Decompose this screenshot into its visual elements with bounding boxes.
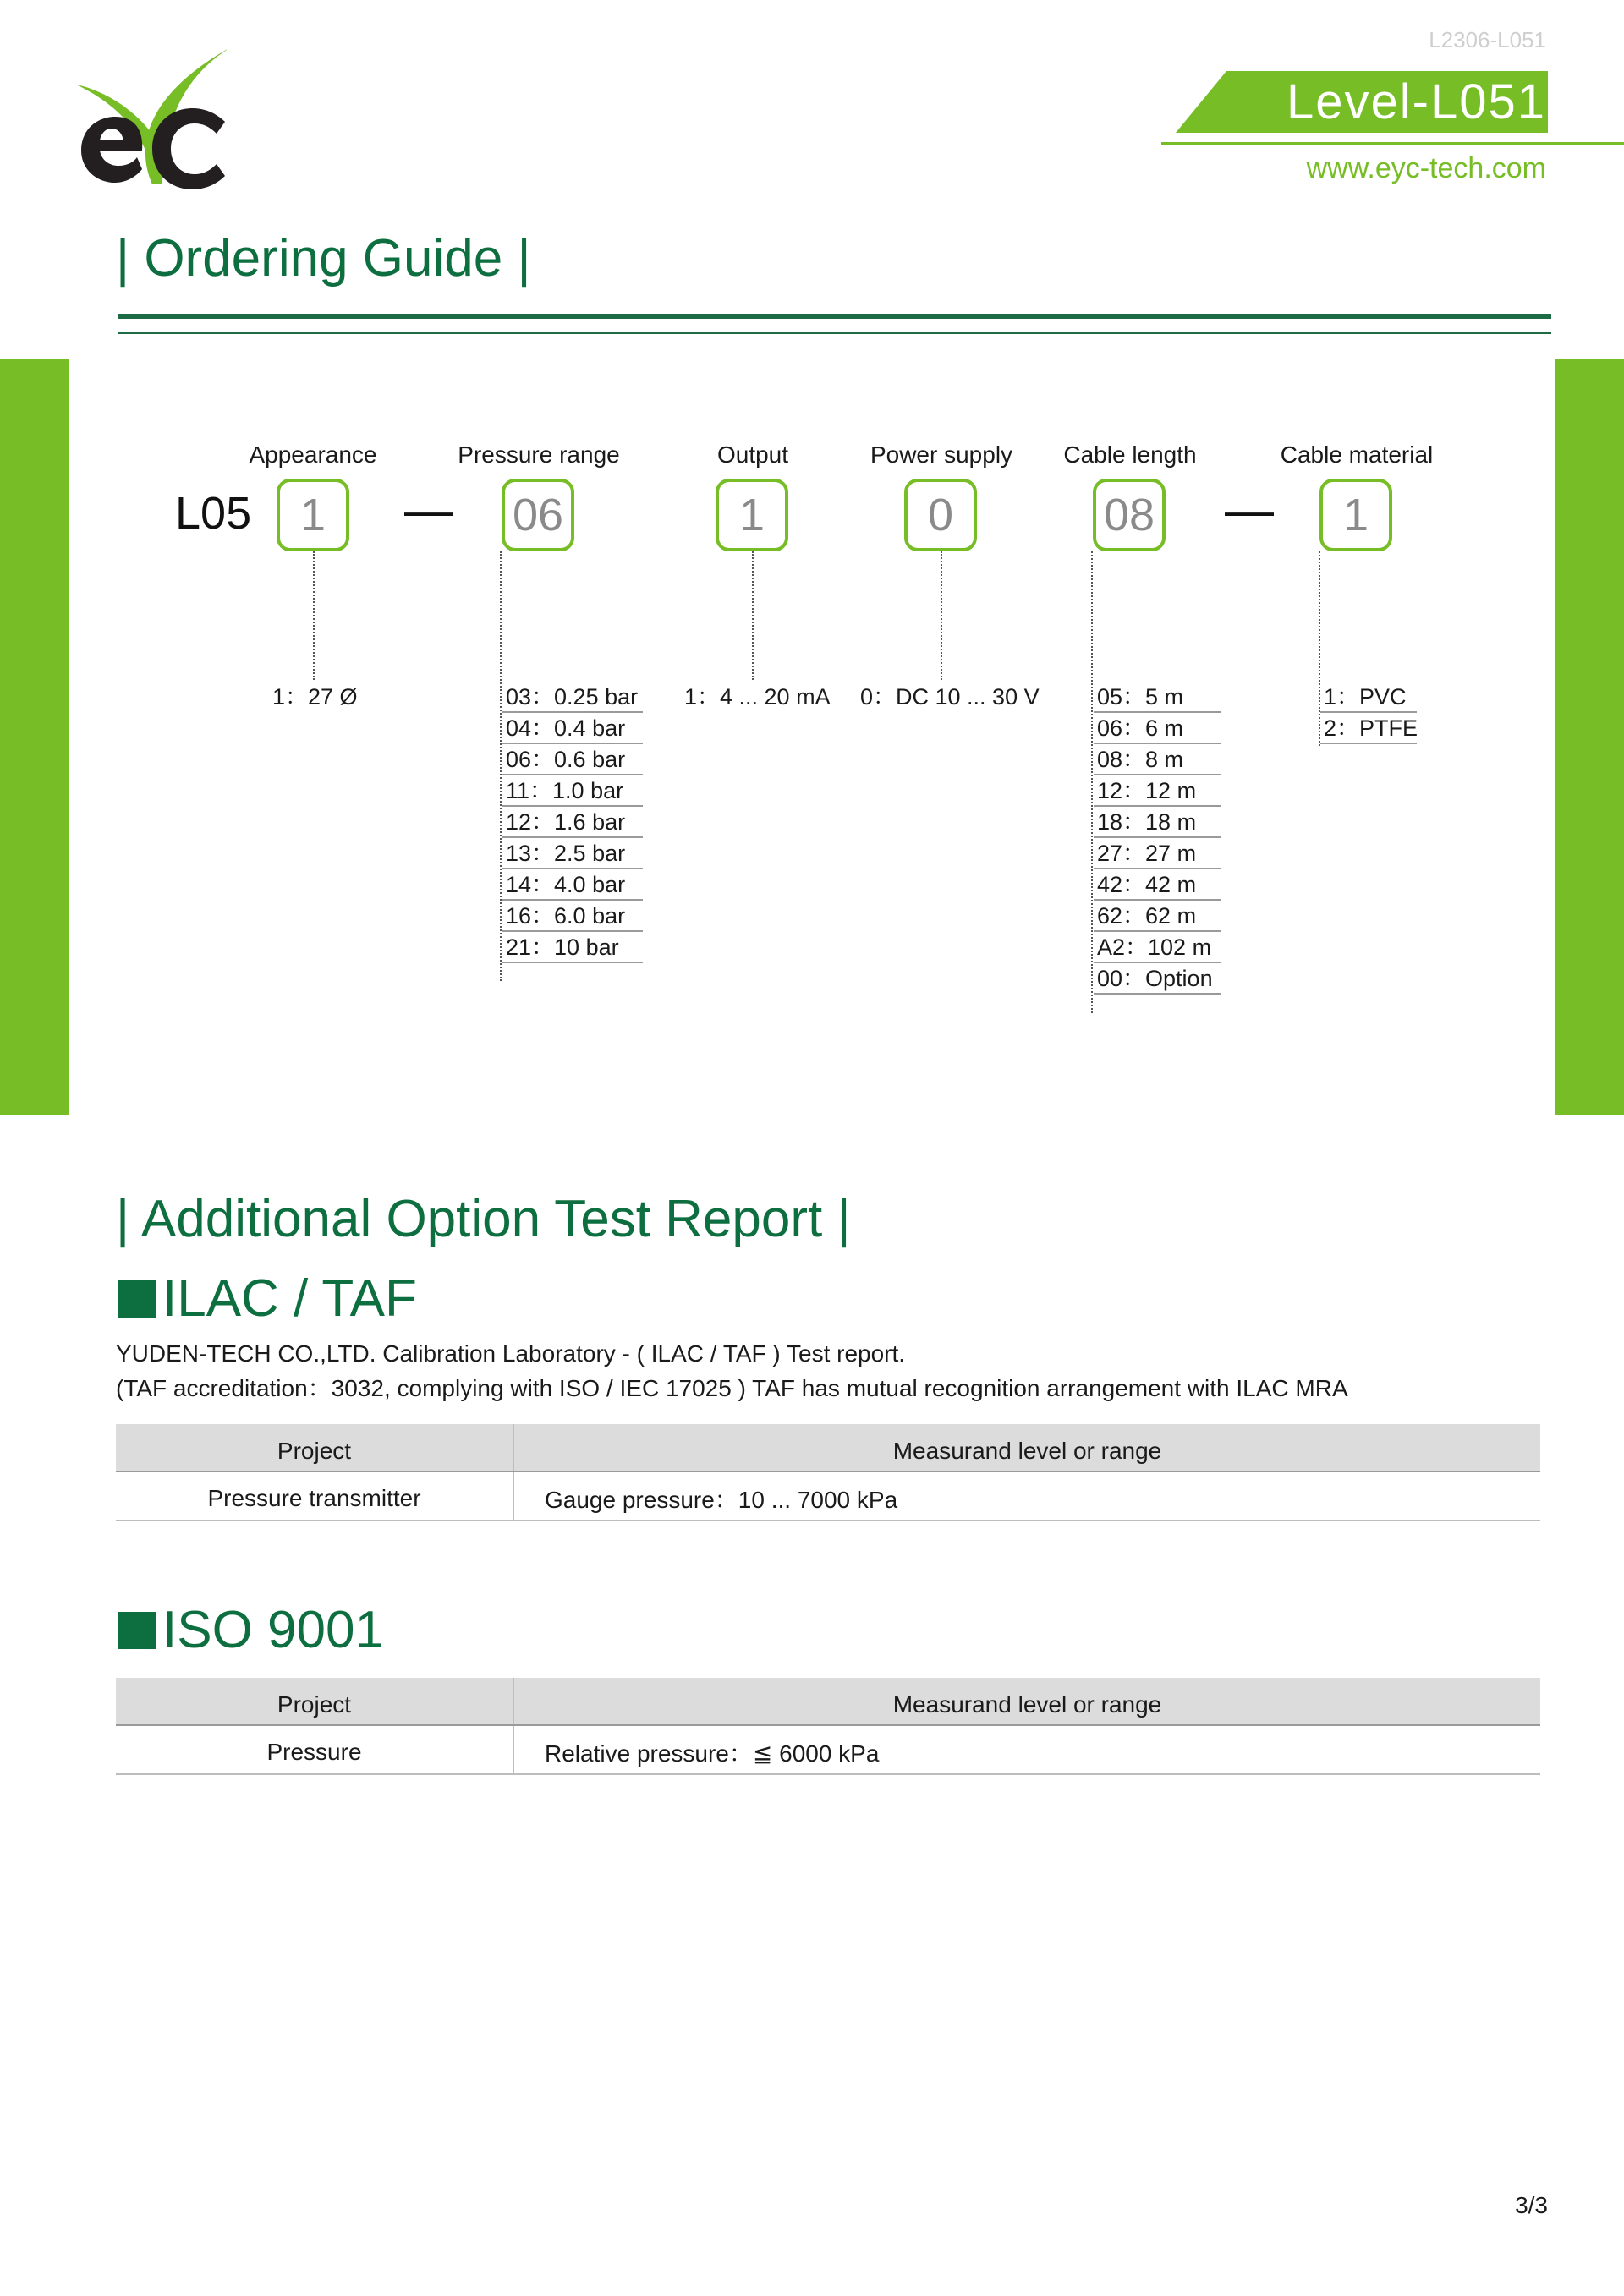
connector-line	[941, 551, 942, 680]
side-accent-right	[1555, 359, 1624, 1115]
appearance-option: 1：27 Ø	[272, 684, 358, 710]
list-item: 1：PVC	[1320, 682, 1417, 713]
table-cell-project: Pressure	[116, 1725, 513, 1774]
test-report-title: | Additional Option Test Report |	[116, 1190, 851, 1248]
connector-line	[500, 551, 502, 981]
side-accent-left	[0, 359, 69, 1115]
list-item: 12：12 m	[1094, 775, 1221, 807]
separator-dash: —	[1225, 483, 1274, 538]
list-item: 12：1.6 bar	[502, 807, 643, 838]
model-prefix: L05	[175, 488, 252, 539]
list-item: A2：102 m	[1094, 932, 1221, 963]
field-code-power-supply: 0	[904, 479, 977, 551]
power-supply-option: 0：DC 10 ... 30 V	[860, 684, 1040, 710]
ilac-report-table	[116, 1424, 1540, 1521]
eyc-logo-icon	[74, 41, 227, 193]
column-header-measurand: Measurand level or range	[513, 1424, 1540, 1471]
ilac-description-line1: YUDEN-TECH CO.,LTD. Calibration Laboratory - ( ILAC / TAF ) Test report.	[116, 1340, 906, 1367]
field-label-cable-material: Cable material	[1280, 441, 1434, 468]
pressure-range-options	[502, 682, 643, 963]
list-item: 11：1.0 bar	[502, 775, 643, 807]
page-number: 3/3	[1515, 2192, 1548, 2218]
list-item: 06：0.6 bar	[502, 744, 643, 775]
list-item: 04：0.4 bar	[502, 713, 643, 744]
table-header-row	[116, 1678, 1540, 1725]
iso-report-table	[116, 1678, 1540, 1775]
table-row	[116, 1725, 1540, 1774]
field-code-cable-length: 08	[1093, 479, 1166, 551]
field-code-cable-material: 1	[1320, 479, 1392, 551]
list-item: 13：2.5 bar	[502, 838, 643, 869]
field-code-appearance: 1	[277, 479, 349, 551]
square-bullet-icon	[118, 1280, 156, 1318]
field-label-power-supply: Power supply	[870, 441, 1013, 468]
separator-dash: —	[404, 483, 453, 538]
table-row	[116, 1471, 1540, 1521]
field-code-pressure-range: 06	[502, 479, 574, 551]
connector-line	[752, 551, 754, 680]
banner-title: Level-L051	[1287, 74, 1546, 129]
list-item: 08：8 m	[1094, 744, 1221, 775]
connector-line	[1091, 551, 1093, 1013]
output-option: 1：4 ... 20 mA	[684, 684, 831, 710]
field-label-output: Output	[716, 441, 789, 468]
iso-9001-heading	[118, 1600, 384, 1660]
ordering-guide-title: | Ordering Guide |	[116, 229, 531, 288]
list-item: 62：62 m	[1094, 901, 1221, 932]
table-cell-project: Pressure transmitter	[116, 1471, 513, 1521]
table-cell-measurand: Relative pressure：≦ 6000 kPa	[513, 1725, 1540, 1774]
eyc-logo	[74, 41, 227, 193]
column-header-project: Project	[116, 1424, 513, 1471]
list-item: 06：6 m	[1094, 713, 1221, 744]
table-header-row	[116, 1424, 1540, 1471]
list-item: 14：4.0 bar	[502, 869, 643, 901]
list-item: 21：10 bar	[502, 932, 643, 963]
list-item: 00：Option	[1094, 963, 1221, 995]
iso-9001-heading-text: ISO 9001	[162, 1601, 384, 1659]
field-label-pressure-range: Pressure range	[458, 441, 620, 468]
website-link[interactable]: www.eyc-tech.com	[1306, 152, 1546, 184]
list-item: 27：27 m	[1094, 838, 1221, 869]
list-item: 03：0.25 bar	[502, 682, 643, 713]
column-header-project: Project	[116, 1678, 513, 1725]
field-label-cable-length: Cable length	[1063, 441, 1197, 468]
section-rule-thin	[118, 332, 1551, 334]
list-item: 16：6.0 bar	[502, 901, 643, 932]
connector-line	[313, 551, 315, 680]
cable-material-options	[1320, 682, 1417, 744]
document-code: L2306-L051	[1429, 27, 1546, 52]
cable-length-options	[1094, 682, 1221, 995]
list-item: 2：PTFE	[1320, 713, 1417, 744]
ilac-taf-heading-text: ILAC / TAF	[162, 1269, 417, 1328]
section-rule-thick	[118, 314, 1551, 319]
ilac-description-line2: (TAF accreditation：3032, complying with ISO / IEC 17025 ) TAF has mutual recognition arrangement with ILAC MRA	[116, 1375, 1348, 1401]
banner-underline	[1161, 142, 1624, 145]
field-label-appearance: Appearance	[249, 441, 377, 468]
square-bullet-icon	[118, 1612, 156, 1649]
list-item: 05：5 m	[1094, 682, 1221, 713]
field-code-output: 1	[716, 479, 788, 551]
ilac-taf-heading	[118, 1269, 417, 1329]
table-cell-measurand: Gauge pressure：10 ... 7000 kPa	[513, 1471, 1540, 1521]
column-header-measurand: Measurand level or range	[513, 1678, 1540, 1725]
list-item: 18：18 m	[1094, 807, 1221, 838]
list-item: 42：42 m	[1094, 869, 1221, 901]
